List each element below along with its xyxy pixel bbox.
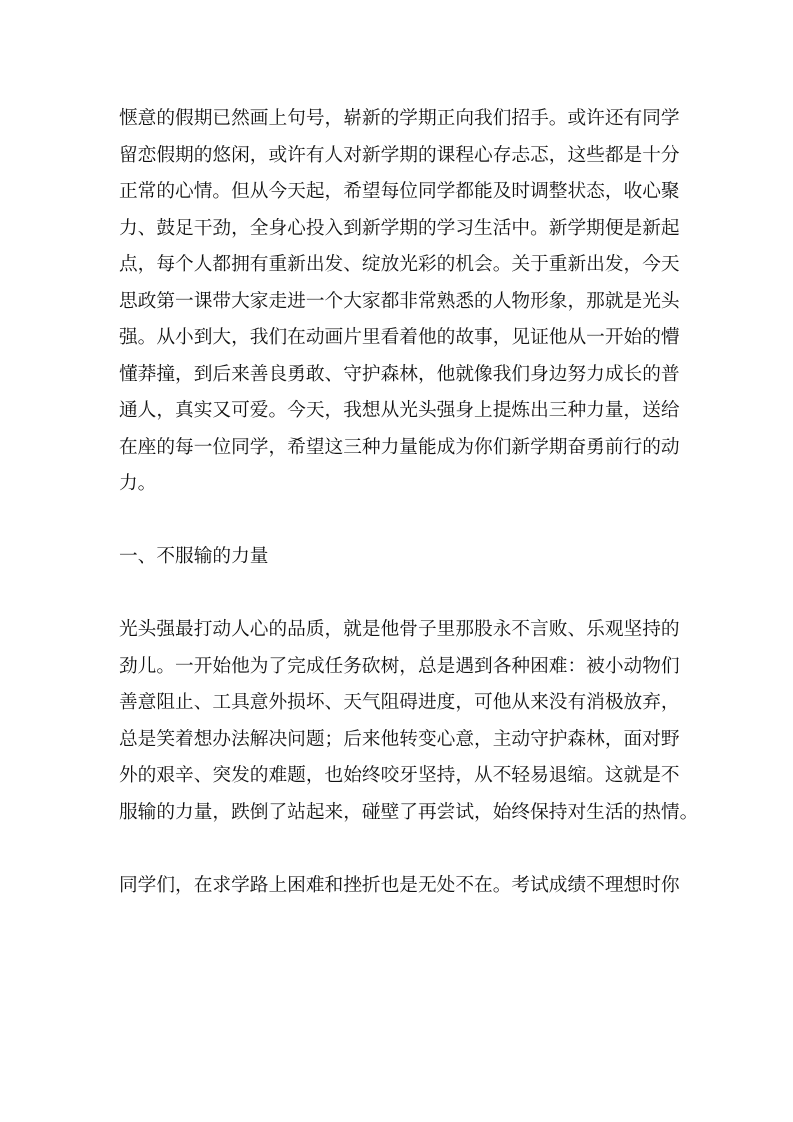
paragraph-section-1 <box>119 612 699 831</box>
paragraph-line: 力、鼓足干劲，全身心投入到新学期的学习生活中。新学期便是新起 <box>119 217 680 239</box>
paragraph-line: 同学们，在求学路上困难和挫折也是无处不在。考试成绩不理想时你 <box>119 874 680 896</box>
section-heading: 一、不服输的力量 <box>119 546 269 567</box>
paragraph-line: 力。 <box>119 473 157 494</box>
paragraph-line: 通人，真实又可爱。今天，我想从光头强身上提炼出三种力量，送给 <box>119 400 680 421</box>
paragraph-line: 惬意的假期已然画上句号，崭新的学期正向我们招手。或许还有同学 <box>119 108 680 129</box>
paragraph-line: 总是笑着想办法解决问题；后来他转变心意，主动守护森林，面对野 <box>119 728 680 750</box>
paragraph-line: 在座的每一位同学，希望这三种力量能成为你们新学期奋勇前行的动 <box>119 436 680 458</box>
paragraph-line: 服输的力量，跌倒了站起来，碰壁了再尝试，始终保持对生活的热情。 <box>119 801 699 823</box>
paragraph-line: 外的艰辛、突发的难题，也始终咬牙坚持，从不轻易退缩。这就是不 <box>119 765 680 786</box>
paragraph-line: 光头强最打动人心的品质，就是他骨子里那股永不言败、乐观坚持的 <box>119 619 680 640</box>
paragraph-line: 点，每个人都拥有重新出发、绽放光彩的机会。关于重新出发，今天 <box>119 254 680 275</box>
paragraph-line: 正常的心情。但从今天起，希望每位同学都能及时调整状态，收心聚 <box>119 181 680 202</box>
paragraph-section-2 <box>119 868 679 905</box>
paragraph-line: 留恋假期的悠闲，或许有人对新学期的课程心存忐忑，这些都是十分 <box>119 144 680 166</box>
paragraph-line: 劲儿。一开始他为了完成任务砍树，总是遇到各种困难：被小动物们 <box>119 655 680 677</box>
paragraph-line: 懂莽撞，到后来善良勇敢、守护森林，他就像我们身边努力成长的普 <box>119 363 680 385</box>
paragraph-line: 强。从小到大，我们在动画片里看着他的故事，见证他从一开始的懵 <box>119 327 680 348</box>
paragraph-line: 思政第一课带大家走进一个大家都非常熟悉的人物形象，那就是光头 <box>119 290 680 312</box>
paragraph-spacer <box>119 503 679 540</box>
document-body <box>119 101 699 904</box>
paragraph-spacer <box>119 576 679 613</box>
paragraph-line: 善意阻止、工具意外损坏、天气阻碍进度，可他从来没有消极放弃， <box>119 692 680 713</box>
paragraph-intro <box>119 101 679 503</box>
paragraph-spacer <box>119 831 679 868</box>
